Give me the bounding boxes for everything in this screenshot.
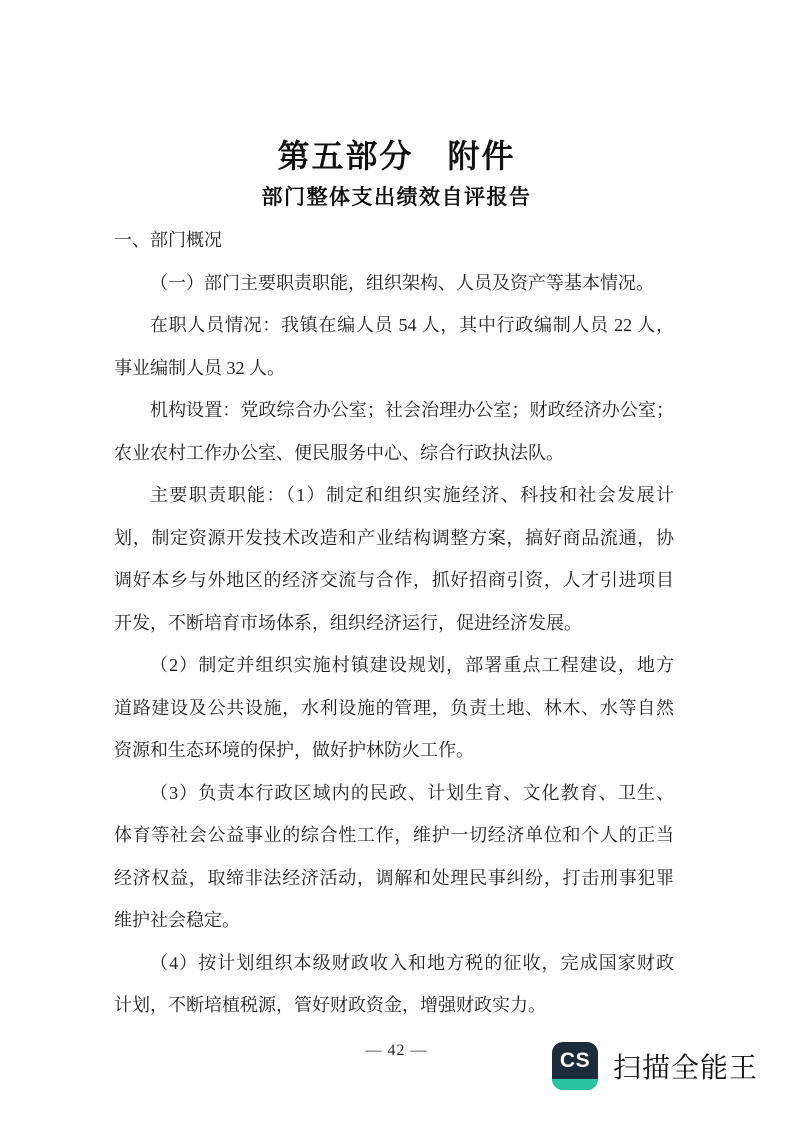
paragraph-line: 维护社会稳定。	[114, 910, 240, 930]
document-body	[114, 219, 674, 1027]
paragraph-line: 道路建设及公共设施，水利设施的管理，负责土地、林木、水等自然	[114, 697, 674, 718]
camscanner-brand-name: 扫描全能王	[613, 1052, 759, 1083]
document-title: 第五部分 附件	[277, 138, 516, 174]
page-number: — 42 —	[365, 1042, 428, 1059]
paragraph-line: 主要职责职能：（1）制定和组织实施经济、科技和社会发展计	[150, 485, 674, 505]
paragraph-line: 体育等社会公益事业的综合性工作，维护一切经济单位和个人的正当	[114, 825, 674, 845]
paragraph-line: （2）制定并组织实施村镇建设规划，部署重点工程建设，地方	[150, 655, 674, 675]
document-subtitle: 部门整体支出绩效自评报告	[261, 185, 532, 209]
camscanner-watermark	[552, 1042, 758, 1090]
paragraph-line: 资源和生态环境的保护，做好护林防火工作。	[114, 740, 474, 760]
paragraph-line: 划，制定资源开发技术改造和产业结构调整方案，搞好商品流通，协	[114, 527, 674, 548]
paragraph-line: （一）部门主要职责职能，组织架构、人员及资产等基本情况。	[150, 272, 654, 293]
paragraph-line: 调好本乡与外地区的经济交流与合作，抓好招商引资，人才引进项目	[114, 570, 674, 590]
section-heading-line: 一、部门概况	[114, 230, 222, 250]
paragraph-line: 机构设置：党政综合办公室；社会治理办公室；财政经济办公室；	[150, 400, 674, 420]
paragraph-line: 计划，不断培植税源，管好财政资金，增强财政实力。	[114, 995, 546, 1015]
paragraph-line: （4）按计划组织本级财政收入和地方税的征收，完成国家财政	[150, 952, 674, 973]
paragraph-line: 农业农村工作办公室、便民服务中心、综合行政执法队。	[114, 442, 564, 463]
paragraph-line: 事业编制人员 32 人。	[114, 357, 285, 378]
paragraph-line: 开发，不断培育市场体系，组织经济运行，促进经济发展。	[114, 612, 582, 633]
camscanner-logo-accent-band	[552, 1079, 598, 1090]
paragraph-line: （3）负责本行政区域内的民政、计划生育、文化教育、卫生、	[150, 782, 674, 803]
paragraph-line: 经济权益，取缔非法经济活动，调解和处理民事纠纷，打击刑事犯罪	[114, 867, 674, 888]
paragraph-line: 在职人员情况：我镇在编人员 54 人，其中行政编制人员 22 人，	[150, 315, 674, 335]
camscanner-logo-letters: CS	[559, 1048, 591, 1072]
camscanner-logo-icon	[552, 1042, 598, 1090]
